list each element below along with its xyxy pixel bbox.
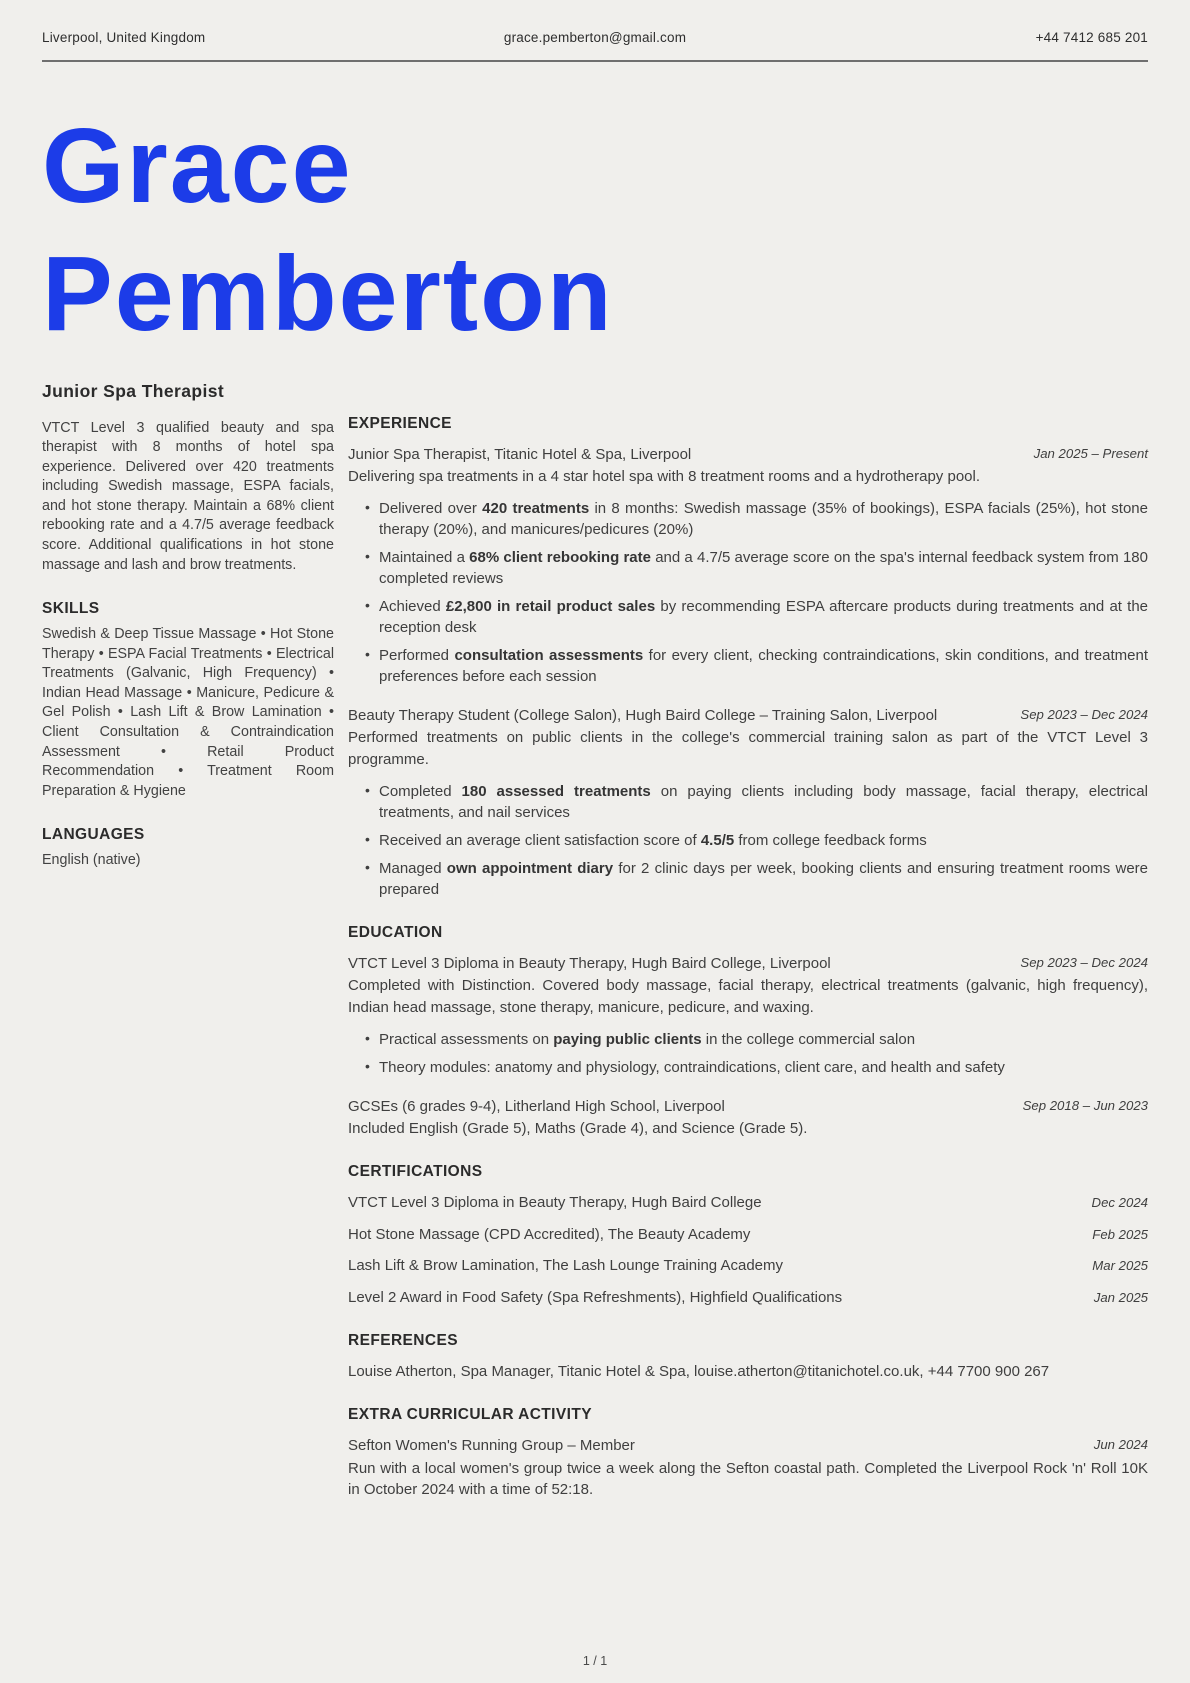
bullet-item: • Completed 180 assessed treatments on paying clients including body massage, facial therapy, electrical treatments, and nail services — [379, 781, 1148, 823]
certification-row — [348, 1192, 1148, 1213]
bullet-item: • Performed consultation assessments for every client, checking contraindications, skin conditions, and treatment preferences before each session — [379, 645, 1148, 687]
right-column — [348, 381, 1148, 1525]
entry-date: Jan 2025 – Present — [1033, 445, 1148, 461]
entry-description: Delivering spa treatments in a 4 star hotel spa with 8 treatment rooms and a hydrotherapy pool. — [348, 467, 980, 485]
experience-entry — [348, 705, 1148, 900]
entry-bullets — [348, 781, 1148, 900]
entry-date: Jun 2024 — [1093, 1437, 1148, 1453]
languages-text: English (native) — [42, 852, 141, 869]
bullet-item: • Theory modules: anatomy and physiology, contraindications, client care, and health and safety — [379, 1057, 1148, 1078]
education-entry — [348, 953, 1148, 1078]
entry-bullets — [348, 498, 1148, 687]
certification-date: Feb 2025 — [1092, 1226, 1148, 1242]
contact-header — [42, 0, 1148, 62]
first-name: Grace — [42, 107, 353, 225]
certification-name: Level 2 Award in Food Safety (Spa Refreshments), Highfield Qualifications — [348, 1288, 843, 1306]
left-column — [42, 381, 334, 1525]
experience-heading: EXPERIENCE — [348, 414, 452, 432]
content-columns — [42, 381, 1148, 1525]
extra-curricular-section — [348, 1406, 1148, 1500]
entry-header — [348, 1435, 1148, 1456]
entry-title: Sefton Women's Running Group – Member — [348, 1437, 635, 1455]
certification-row — [348, 1255, 1148, 1276]
references-section — [348, 1332, 1148, 1382]
contact-email: grace.pemberton@gmail.com — [503, 30, 687, 45]
bullet-item: • Managed own appointment diary for 2 clinic days per week, booking clients and ensuring treatment rooms were prepared — [379, 858, 1148, 900]
bullet-item: • Practical assessments on paying public clients in the college commercial salon — [379, 1029, 1148, 1050]
entry-header — [348, 705, 1148, 726]
reference-text: Louise Atherton, Spa Manager, Titanic Hotel & Spa, louise.atherton@titanichotel.co.uk, +44 7700 900 267 — [348, 1362, 1050, 1380]
entry-description: Performed treatments on public clients in the college's commercial training salon as part of the VTCT Level 3 programme. — [348, 729, 1148, 768]
entry-date: Sep 2023 – Dec 2024 — [1020, 707, 1148, 723]
entry-description: Included English (Grade 5), Maths (Grade 4), and Science (Grade 5). — [348, 1120, 808, 1138]
certification-date: Jan 2025 — [1093, 1289, 1148, 1305]
contact-phone: +44 7412 685 201 — [1035, 30, 1149, 45]
education-section — [348, 924, 1148, 1139]
certification-name: Lash Lift & Brow Lamination, The Lash Lounge Training Academy — [348, 1257, 783, 1275]
entry-header — [348, 1096, 1148, 1117]
extra-curricular-heading: EXTRA CURRICULAR ACTIVITY — [348, 1406, 592, 1424]
entry-date: Sep 2018 – Jun 2023 — [1022, 1097, 1148, 1113]
education-entry — [348, 1096, 1148, 1140]
bullet-item: • Maintained a 68% client rebooking rate and a 4.7/5 average score on the spa's internal feedback system from 180 completed reviews — [379, 547, 1148, 589]
entry-title: GCSEs (6 grades 9-4), Litherland High School, Liverpool — [348, 1097, 725, 1115]
entry-header — [348, 444, 1148, 465]
certification-name: VTCT Level 3 Diploma in Beauty Therapy, Hugh Baird College — [348, 1194, 762, 1212]
page-number: 1 / 1 — [582, 1654, 608, 1668]
certification-row — [348, 1224, 1148, 1245]
references-heading: REFERENCES — [348, 1331, 458, 1349]
entry-header — [348, 953, 1148, 974]
entry-description: Completed with Distinction. Covered body massage, facial therapy, electrical treatments (galvanic, high frequency), Indian head massage, stone therapy, manicure, pedicure, and waxing. — [348, 977, 1148, 1016]
entry-title: Junior Spa Therapist, Titanic Hotel & Spa, Liverpool — [348, 445, 692, 463]
certifications-heading: CERTIFICATIONS — [348, 1163, 483, 1181]
skills-heading: SKILLS — [42, 600, 100, 618]
skills-list: Swedish & Deep Tissue Massage • Hot Stone Therapy • ESPA Facial Treatments • Electrical Treatments (Galvanic, High Frequency) • Indian Head Massage • Manicure, Pedicure & Gel Polish • Lash Lift & Brow Lamination • Client Consultation & Contraindication Assessment • Retail Product Recommendation • Treatment Room Preparation & Hygiene — [42, 626, 334, 799]
summary-paragraph: VTCT Level 3 qualified beauty and spa therapist with 8 months of hotel spa experience. Delivered over 420 treatments including Swedish massage, ESPA facials, and hot stone therapy. Maintain a 68% client rebooking rate and a 4.7/5 average feedback score. Additional qualifications in hot stone massage and lash and brow treatments. — [42, 419, 334, 573]
experience-section — [348, 415, 1148, 900]
last-name: Pemberton — [42, 235, 614, 354]
education-heading: EDUCATION — [348, 923, 443, 941]
entry-title: VTCT Level 3 Diploma in Beauty Therapy, Hugh Baird College, Liverpool — [348, 954, 831, 972]
certifications-section — [348, 1163, 1148, 1308]
entry-bullets — [348, 1029, 1148, 1078]
bullet-item: • Achieved £2,800 in retail product sales by recommending ESPA aftercare products during treatments and at the reception desk — [379, 596, 1148, 638]
experience-entry — [348, 444, 1148, 688]
entry-description: Run with a local women's group twice a week along the Sefton coastal path. Completed the Liverpool Rock 'n' Roll 10K in October 2024 with a time of 52:18. — [348, 1459, 1148, 1498]
certification-name: Hot Stone Massage (CPD Accredited), The Beauty Academy — [348, 1225, 751, 1243]
languages-heading: LANGUAGES — [42, 826, 145, 844]
certification-row — [348, 1287, 1148, 1308]
job-title: Junior Spa Therapist — [42, 380, 225, 401]
bullet-item: • Received an average client satisfaction score of 4.5/5 from college feedback forms — [379, 830, 1148, 851]
contact-location: Liverpool, United Kingdom — [42, 30, 206, 45]
entry-date: Sep 2023 – Dec 2024 — [1020, 954, 1148, 970]
candidate-name — [0, 102, 1190, 359]
certification-date: Dec 2024 — [1091, 1195, 1148, 1211]
certification-date: Mar 2025 — [1092, 1258, 1148, 1274]
bullet-item: • Delivered over 420 treatments in 8 months: Swedish massage (35% of bookings), ESPA facials (25%), hot stone therapy (20%), and manicures/pedicures (20%) — [379, 498, 1148, 540]
extra-curricular-entry — [348, 1435, 1148, 1500]
entry-title: Beauty Therapy Student (College Salon), Hugh Baird College – Training Salon, Liverpool — [348, 707, 938, 725]
